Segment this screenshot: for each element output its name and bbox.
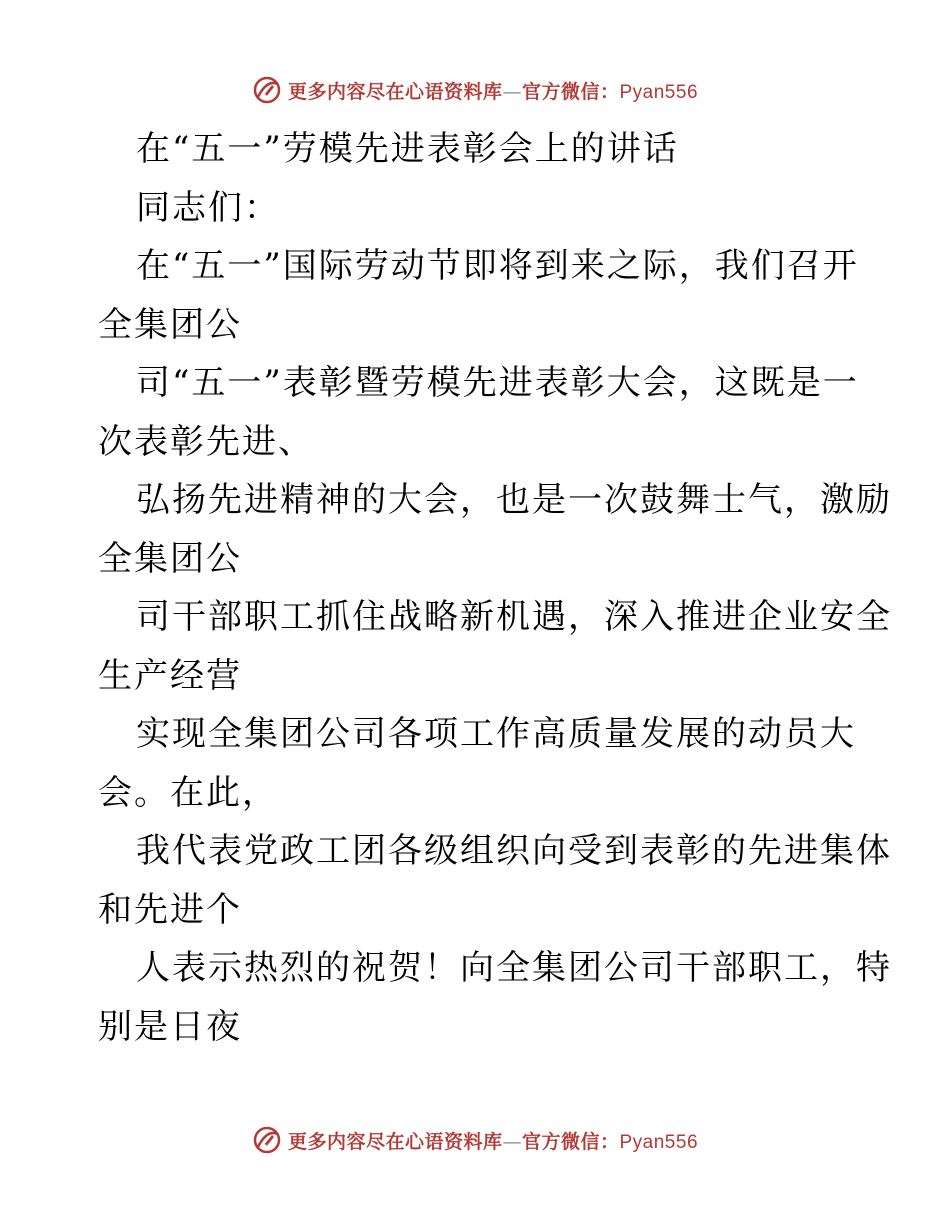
document-line: 司“五一”表彰暨劳模先进表彰大会，这既是一 xyxy=(136,363,859,403)
document-line: 会。在此， xyxy=(98,772,278,813)
banner-text xyxy=(288,77,698,104)
banner-contact-label: 官方微信： xyxy=(521,1130,620,1153)
pen-circle-logo-icon xyxy=(252,1125,282,1155)
document-line: 全集团公 xyxy=(98,538,242,579)
banner-brand: 更多内容尽在心语资料库 xyxy=(287,80,503,103)
document-line: 次表彰先进、 xyxy=(98,421,314,462)
document-line: 弘扬先进精神的大会，也是一次鼓舞士气，激励 xyxy=(136,480,892,520)
banner-separator: — xyxy=(502,80,522,103)
document-line: 我代表党政工团各级组织向受到表彰的先进集体 xyxy=(136,831,892,871)
document-line: 全集团公 xyxy=(98,304,242,345)
banner-text xyxy=(288,1127,698,1154)
document-line: 在“五一”国际劳动节即将到来之际，我们召开 xyxy=(136,246,859,286)
document-line: 人表示热烈的祝贺！向全集团公司干部职工，特 xyxy=(136,948,892,988)
document-line: 司干部职工抓住战略新机遇，深入推进企业安全 xyxy=(136,597,892,637)
banner-contact-label: 官方微信： xyxy=(521,80,620,103)
document-body xyxy=(98,120,892,1056)
document-title: 在“五一”劳模先进表彰会上的讲话 xyxy=(136,129,679,169)
document-line: 和先进个 xyxy=(98,889,242,930)
footer-banner xyxy=(0,1120,950,1160)
banner-brand: 更多内容尽在心语资料库 xyxy=(287,1130,503,1153)
banner-contact-id: Pyan556 xyxy=(619,81,699,103)
document-line: 生产经营 xyxy=(98,655,242,696)
document-line: 实现全集团公司各项工作高质量发展的动员大 xyxy=(136,714,856,754)
banner-contact-id: Pyan556 xyxy=(619,1131,699,1153)
document-line: 同志们： xyxy=(136,187,280,228)
header-banner xyxy=(0,70,950,110)
pen-circle-logo-icon xyxy=(252,75,282,105)
document-line: 别是日夜 xyxy=(98,1006,242,1047)
banner-separator: — xyxy=(502,1130,522,1153)
